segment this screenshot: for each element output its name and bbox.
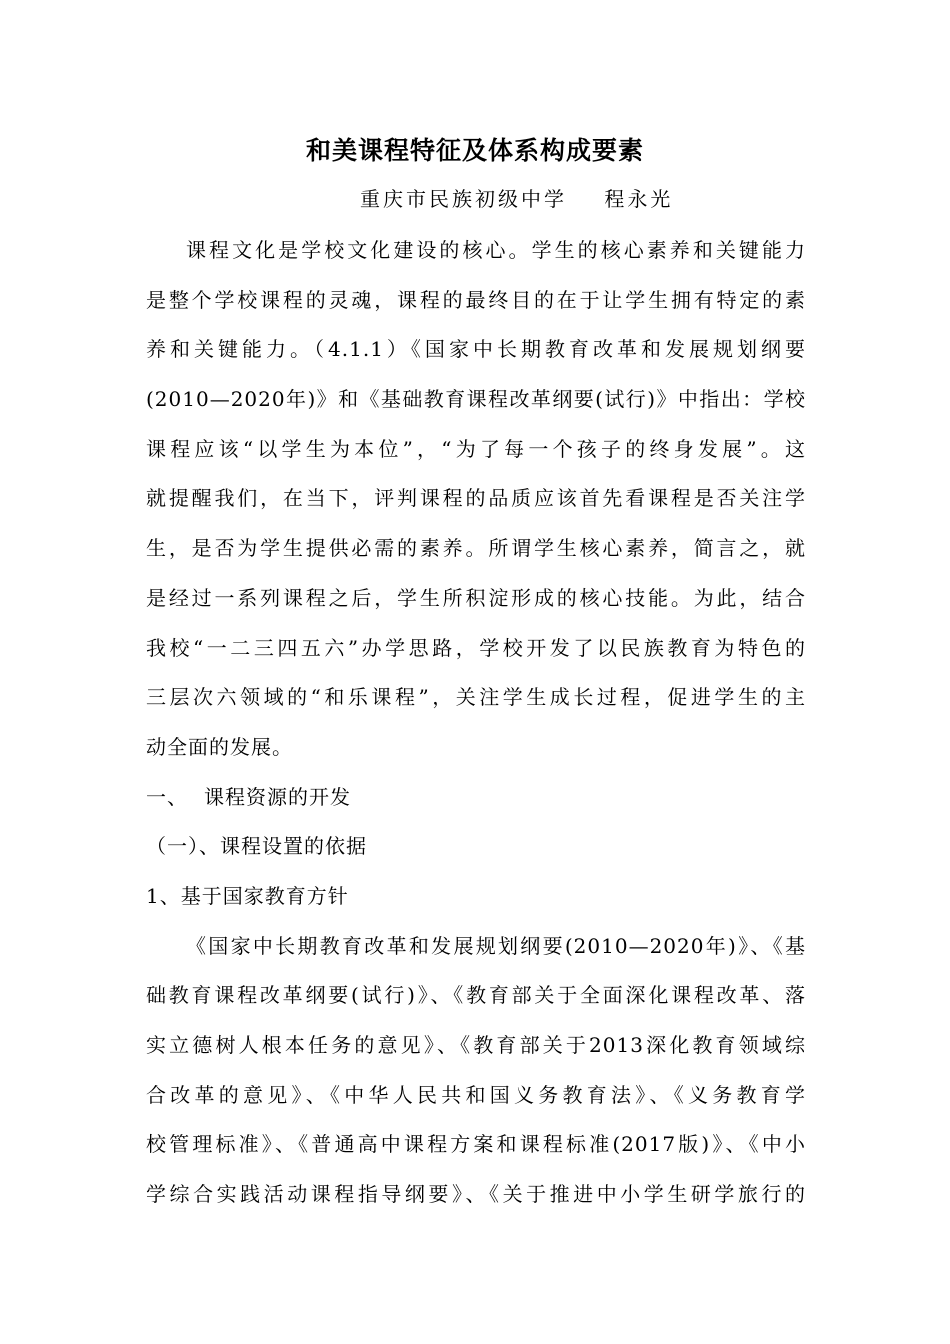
paragraph-line: 学综合实践活动课程指导纲要》、《关于推进中小学生研学旅行的: [146, 1182, 806, 1207]
section-heading-3: 1、基于国家教育方针: [146, 883, 349, 908]
document-body: [146, 226, 806, 1220]
document-title: 和美课程特征及体系构成要素: [305, 136, 644, 165]
paragraph-line: 《国家中长期教育改革和发展规划纲要(2010—2020年)》、《基: [186, 933, 806, 958]
paragraph-line: 三层次六领域的“和乐课程”，关注学生成长过程，促进学生的主: [146, 685, 806, 710]
paragraph-line: 课程文化是学校文化建设的核心。学生的核心素养和关键能力: [186, 238, 806, 262]
author-line: 重庆市民族初级中学 程永光: [360, 187, 674, 211]
section-number: 一、: [146, 784, 188, 809]
paragraph-line: (2010—2020年)》和《基础教育课程改革纲要(试行)》中指出：学校: [146, 387, 806, 412]
section-heading-1: [146, 773, 806, 823]
paragraph-line: 础教育课程改革纲要(试行)》、《教育部关于全面深化课程改革、落: [146, 983, 806, 1008]
paragraph-line: 我校“一二三四五六”办学思路，学校开发了以民族教育为特色的: [146, 635, 806, 660]
paragraph-line: 实立德树人根本任务的意见》、《教育部关于2013深化教育领域综: [146, 1033, 806, 1057]
paragraph-line: 就提醒我们，在当下，评判课程的品质应该首先看课程是否关注学: [146, 486, 806, 511]
paragraph-line: 生，是否为学生提供必需的素养。所谓学生核心素养，简言之，就: [146, 536, 806, 561]
paragraph-line: 是经过一系列课程之后，学生所积淀形成的核心技能。为此，结合: [146, 585, 806, 610]
paragraph-line: 养和关键能力。（4.1.1）《国家中长期教育改革和发展规划纲要: [146, 337, 806, 362]
paragraph-line: 校管理标准》、《普通高中课程方案和课程标准(2017版)》、《中小: [146, 1132, 806, 1157]
section-heading-text: 课程资源的开发: [204, 784, 351, 809]
paragraph-line: 课程应该“以学生为本位”，“为了每一个孩子的终身发展”。这: [146, 436, 806, 461]
section-heading-2: （一）、课程设置的依据: [146, 834, 367, 859]
paragraph-line: 动全面的发展。: [146, 734, 293, 759]
paragraph-line: 合改革的意见》、《中华人民共和国义务教育法》、《义务教育学: [146, 1082, 806, 1107]
paragraph-line: 是整个学校课程的灵魂，课程的最终目的在于让学生拥有特定的素: [146, 287, 806, 312]
